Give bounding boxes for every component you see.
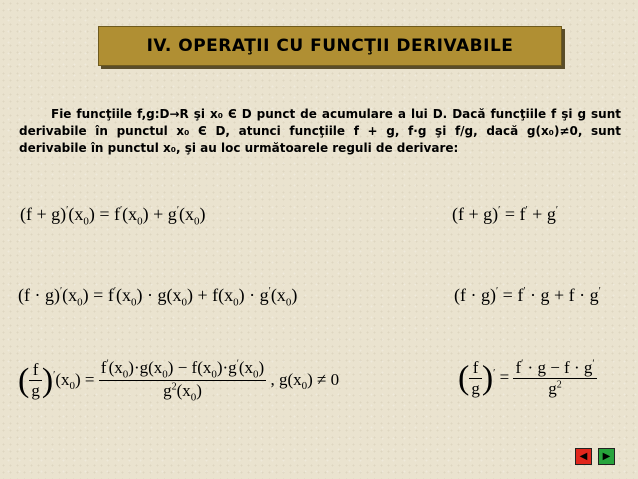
sum-rule-general: (f + g)′ = f′ + g′ xyxy=(452,204,559,224)
page-title: IV. OPERAŢII CU FUNCŢII DERIVABILE xyxy=(146,36,514,56)
arrow-right-icon: ▶ xyxy=(602,451,611,462)
next-slide-button[interactable] xyxy=(598,448,615,465)
intro-paragraph xyxy=(19,106,621,157)
prev-slide-button[interactable] xyxy=(575,448,592,465)
arrow-left-icon: ◀ xyxy=(579,451,588,462)
title-banner xyxy=(98,26,562,66)
product-rule-general: (f · g)′ = f′ · g + f · g′ xyxy=(454,285,601,305)
sum-rule-point: $(f + g)'(x_0) = f'(x_0) + g'(x_0)$ xyxy=(20,204,206,228)
intro-text: Fie funcţiile f,g:D→R şi x₀ Є D punct de acumulare a lui D. Dacă funcţiile f şi g sunt derivabile în punctul x₀ Є D, atunci funcţiile f + g, f·g şi f/g, dacă g(x₀)≠0, sunt derivabile în punctul x₀, şi au loc următoarele reguli de derivare: xyxy=(19,107,621,155)
quotient-rule-general: ( $\frac{f}{g}$ )′ = $\frac{f' \cdot g - f \cdot g'}{g^2}$ xyxy=(458,358,595,398)
quotient-rule-point: ( $\frac{f}{g}$ )$'(x_0)$ = $\frac{f'(x_0)\cdot g(x_0) - f(x_0)\cdot g'(x_0)}{g^2(x_0)}$ , $g(x_0) \ne 0$ xyxy=(18,358,340,404)
product-rule-point: $(f \cdot g)'(x_0) = f'(x_0) \cdot g(x_0) + f(x_0) \cdot g'(x_0)$ xyxy=(18,285,298,309)
